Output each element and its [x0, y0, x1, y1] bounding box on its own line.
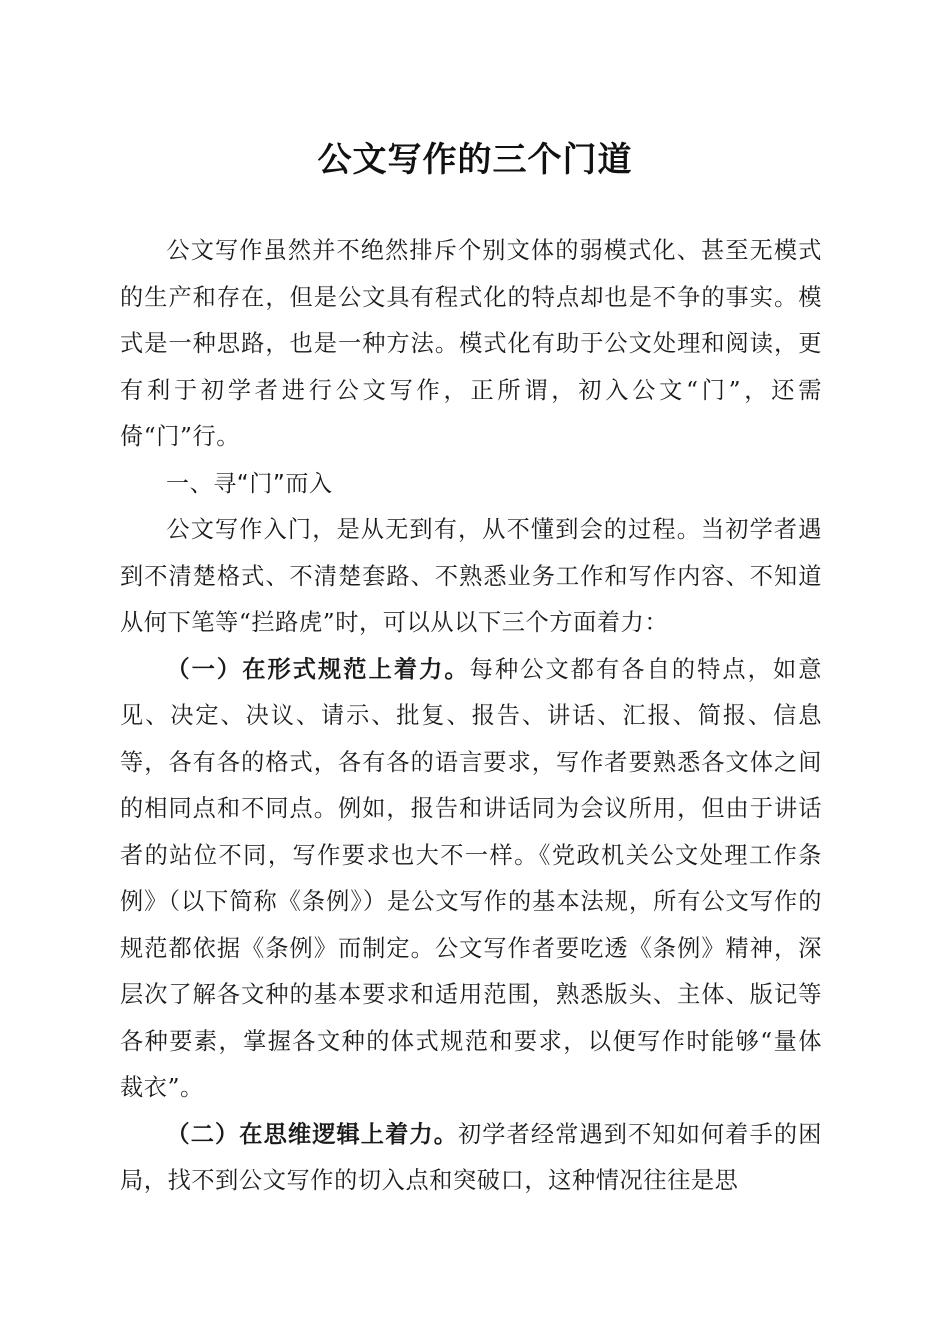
item-paragraph-2 — [120, 1112, 822, 1205]
intro-paragraph: 公文写作虽然并不绝然排斥个别文体的弱模式化、甚至无模式的生产和存在，但是公文具有程式化的特点却也是不争的事实。模式是一种思路，也是一种方法。模式化有助于公文处理和阅读，更有利于初学者进行公文写作，正所谓，初入公文“门”，还需倚“门”行。 — [120, 237, 822, 450]
item-text-1: 每种公文都有各自的特点，如意见、决定、决议、请示、批复、报告、讲话、汇报、简报、信息等，各有各的格式，各有各的语言要求，写作者要熟悉各文体之间的相同点和不同点。例如，报告和讲话同为会议所用，但由于讲话者的站位不同，写作要求也大不一样。《党政机关公文处理工作条例》（以下简称《条例》）是公文写作的基本法规，所有公文写作的规范都依据《条例》而制定。公文写作者要吃透《条例》精神，深层次了解各文种的基本要求和适用范围，熟悉版头、主体、版记等各种要素，掌握各文种的体式规范和要求，以便写作时能够“量体裁衣”。 — [120, 655, 823, 1101]
document-body — [120, 228, 822, 1205]
item-heading-2: （二）在思维逻辑上着力。 — [166, 1120, 458, 1148]
item-text-2: 初学者经常遇到不知如何着手的困局，找不到公文写作的切入点和突破口，这种情况往往是思 — [120, 1120, 822, 1194]
section-heading: 一、寻“门”而入 — [166, 470, 333, 497]
item-paragraph-1 — [120, 647, 822, 1112]
document-title: 公文写作的三个门道 — [317, 140, 633, 180]
item-heading-1: （一）在形式规范上着力。 — [166, 655, 470, 683]
section-intro-paragraph: 公文写作入门，是从无到有，从不懂到会的过程。当初学者遇到不清楚格式、不清楚套路、不熟悉业务工作和写作内容、不知道从何下笔等“拦路虎”时，可以从以下三个方面着力： — [120, 516, 822, 636]
